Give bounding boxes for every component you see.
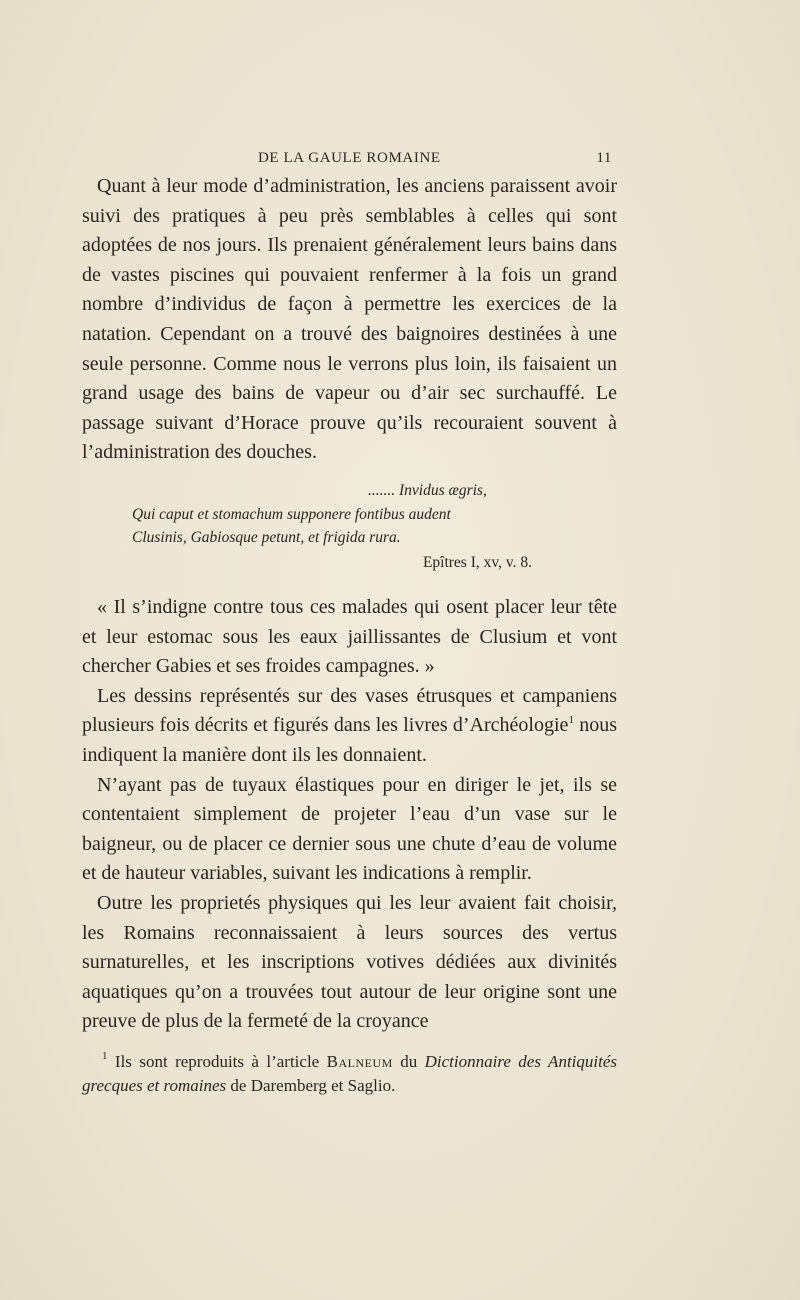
paragraph-water-jet: N’ayant pas de tuyaux élastiques pour en diriger le jet, ils se contentaient simplement de projeter l’eau d’un vase sur le baigneur, ou de placer ce dernier sous une chute d’eau de volume et de hauteur variables, suivant les indications à remplir. bbox=[82, 773, 617, 885]
footnote-text-1: Ils sont reproduits à l’article bbox=[107, 1052, 327, 1071]
paragraph-administration: Quant à leur mode d’administration, les anciens paraissent avoir suivi des pratiques à peu près semblables à celles qui sont adoptées de nos jours. Ils prenaient généralement leurs bains dans de vastes piscines qui pouvaient renfermer à la fois un grand nombre d’individus de façon à permettre les exercices de la natation. Cependant on a trouvé des baignoires destinées à une seule personne. Comme nous le verrons plus loin, ils faisaient un grand usage des bains de vapeur ou d’air sec surchauffé. Le passage suivant d’Horace prouve qu’ils recouraient souvent à l’administration des douches. bbox=[82, 175, 617, 464]
paragraph-drawings-text: Les dessins représentés sur des vases étrusques et campaniens plusieurs fois décrits et figurés dans les livres d’Archéologie bbox=[82, 684, 617, 737]
paragraph-drawings-text-end: nous indiquent la manière dont ils les donnaient. bbox=[82, 714, 617, 766]
paragraph-drawings bbox=[82, 682, 617, 771]
quote-line-1: ....... Invidus ægris, bbox=[368, 482, 487, 499]
footnote-reference: 1 bbox=[568, 714, 574, 727]
footnote-term: Balneum bbox=[326, 1052, 393, 1071]
footnote bbox=[82, 1050, 617, 1098]
page-number: 11 bbox=[596, 150, 612, 166]
footnote-text-3: de Daremberg et Saglio. bbox=[226, 1076, 396, 1095]
paragraph-beliefs: Outre les proprietés physiques qui les leur avaient fait choisir, les Romains reconnaissaient à leurs sources des vertus surnaturelles, et les inscriptions votives dédiées aux divinités aquatiques qu’on a trouvées tout autour de leur origine sont une preuve de plus de la fermeté de la croyance bbox=[82, 891, 617, 1033]
quote-source: Epîtres I, xv, v. 8. bbox=[422, 553, 532, 571]
main-text-top bbox=[82, 172, 617, 468]
quote-line-3: Clusinis, Gabiosque petunt, et frigida rura. bbox=[132, 529, 401, 546]
footnote-text-2: du bbox=[392, 1052, 425, 1071]
quote-line-2: Qui caput et stomachum supponere fontibus audent bbox=[132, 505, 451, 523]
paragraph-translation: « Il s’indigne contre tous ces malades qui osent placer leur tête et leur estomac sous les eaux jaillissantes de Clusium et vont chercher Gabies et ses froides campagnes. » bbox=[82, 596, 617, 678]
running-title: DE LA GAULE ROMAINE bbox=[258, 150, 441, 166]
main-text-bottom bbox=[82, 593, 617, 1037]
footnote-number: 1 bbox=[102, 1050, 108, 1062]
horace-quote bbox=[132, 479, 532, 574]
footnote-book-title: Dictionnaire des Antiquités grecques et romaines bbox=[82, 1052, 617, 1095]
